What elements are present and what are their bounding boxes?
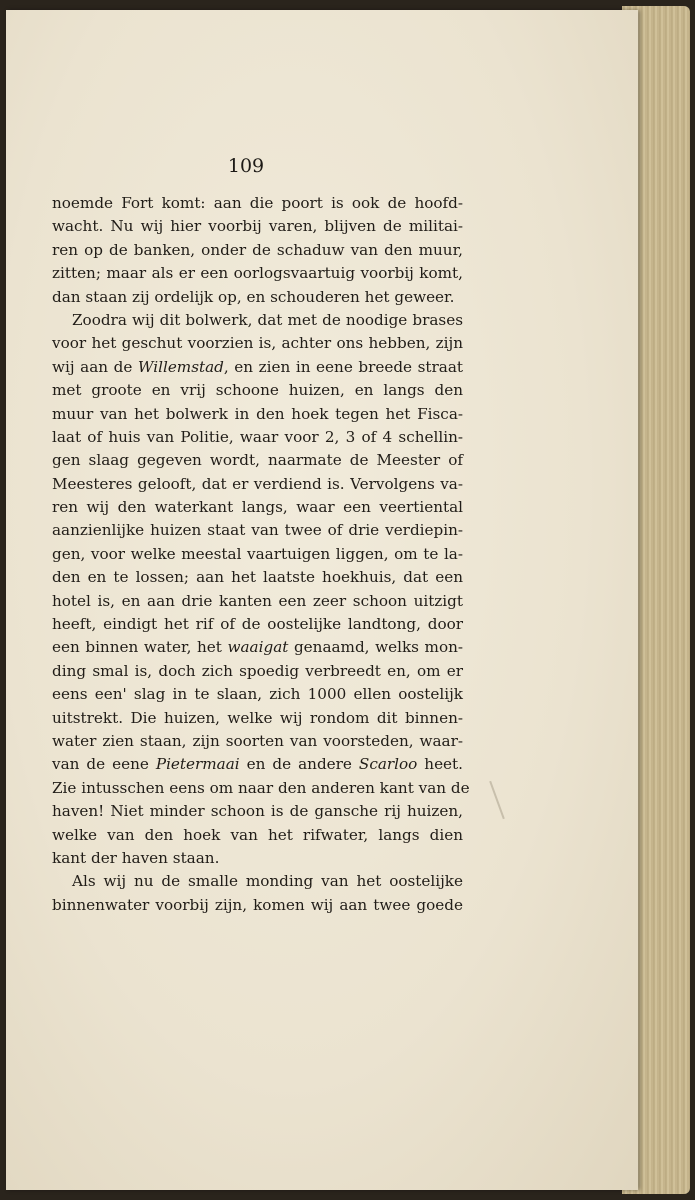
text-line: eens een' slag in te slaan, zich 1000 ellen oostelijk <box>52 685 463 704</box>
text-line: wacht. Nu wij hier voorbij varen, blijven de militai- <box>52 217 463 236</box>
text-line: noemde Fort komt: aan die poort is ook de hoofd- <box>52 194 463 212</box>
text-line: water zien staan, zijn soorten van voorsteden, waar- <box>52 731 463 750</box>
text-line: een binnen water, het waaigat genaamd, welks mon- <box>52 638 463 657</box>
text-line: van de eene Pietermaai en de andere Scarloo heet. <box>52 755 463 774</box>
text-line: gen slaag gegeven wordt, naarmate de Meester of <box>52 451 463 470</box>
text-line: laat of huis van Politie, waar voor 2, 3 of 4 schellin- <box>52 427 463 446</box>
text-line: zitten; maar als er een oorlogsvaartuig voorbij komt, <box>52 264 463 283</box>
text-line: Zie intusschen eens om naar den anderen kant van de <box>52 778 470 797</box>
page-mark <box>489 781 505 819</box>
text-line: Meesteres gelooft, dat er verdiend is. Vervolgens va- <box>52 474 463 493</box>
text-line: aanzienlijke huizen staat van twee of drie verdiepin- <box>52 521 463 540</box>
italic-name: Pietermaai <box>155 755 240 774</box>
text-line: kant der haven staan. <box>52 848 220 867</box>
italic-name: Scarloo <box>358 755 418 774</box>
text-line: ren wij den waterkant langs, waar een veertiental <box>52 498 463 517</box>
body-text <box>52 192 470 917</box>
text-line: ren op de banken, onder de schaduw van den muur, <box>52 240 463 259</box>
text-line: binnenwater voorbij zijn, komen wij aan twee goede <box>52 895 463 914</box>
italic-name: Willemstad <box>137 357 224 376</box>
book-page <box>6 10 638 1190</box>
text-line: den en te lossen; aan het laatste hoekhuis, dat een <box>52 568 463 587</box>
text-line: met groote en vrij schoone huizen, en langs den <box>52 381 463 400</box>
text-line: welke van den hoek van het rifwater, langs dien <box>52 825 463 844</box>
text-line: hotel is, en aan drie kanten een zeer schoon uitzigt <box>52 591 463 610</box>
text-line: ding smal is, doch zich spoedig verbreedt en, om er <box>52 661 463 680</box>
text-line: dan staan zij ordelijk op, en schouderen het geweer. <box>52 287 455 306</box>
text-line: Als wij nu de smalle monding van het oostelijke <box>72 872 463 891</box>
text-line: voor het geschut voorzien is, achter ons hebben, zijn <box>52 334 463 353</box>
text-line: heeft, eindigt het rif of de oostelijke landtong, door <box>52 615 463 634</box>
text-line: wij aan de Willemstad, en zien in eene breede straat <box>52 357 463 376</box>
text-line: muur van het bolwerk in den hoek tegen het Fisca- <box>52 404 463 423</box>
text-line: gen, voor welke meestal vaartuigen liggen, om te la- <box>52 544 463 563</box>
italic-name: waaigat <box>227 638 289 657</box>
page-number: 109 <box>227 155 265 177</box>
text-line: uitstrekt. Die huizen, welke wij rondom dit binnen- <box>52 708 463 727</box>
text-line: Zoodra wij dit bolwerk, dat met de noodige brases <box>72 310 463 329</box>
text-line: haven! Niet minder schoon is de gansche rij huizen, <box>52 802 463 821</box>
